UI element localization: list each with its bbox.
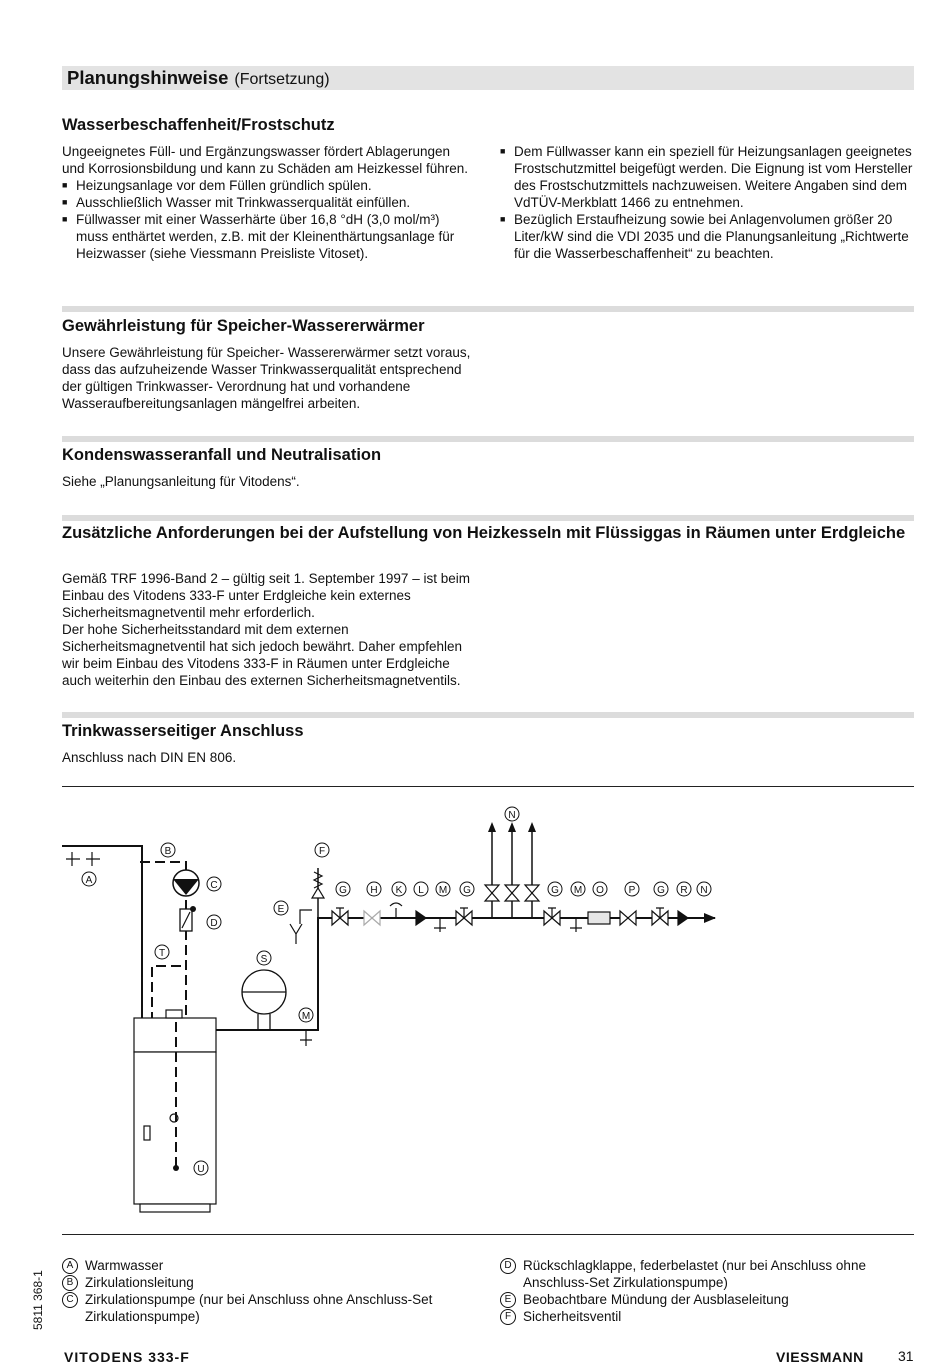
dhw-text: Anschluss nach DIN EN 806. <box>62 750 237 765</box>
section-heading-dhw: Trinkwasserseitiger Anschluss <box>62 722 304 740</box>
section-divider <box>62 712 914 718</box>
legend-item: B Zirkulationsleitung <box>62 1274 472 1291</box>
diagram-label: U <box>197 1164 205 1175</box>
document-number: 5811 368-1 <box>31 1270 45 1330</box>
diagram-label: L <box>418 885 424 896</box>
product-name: VITODENS 333-F <box>64 1349 190 1365</box>
diagram-label: F <box>318 846 326 857</box>
diagram-label: B <box>164 846 172 857</box>
legend-top-rule <box>62 1234 914 1235</box>
water-intro: Ungeeignetes Füll- und Ergänzungswasser fördert Ablagerungen und Korrosionsbildung und kann zu Schäden am Heizkessel führen. <box>62 144 469 176</box>
water-bullet: ■ Füllwasser mit einer Wasserhärte über 16,8 °dH (3,0 mol/m³) muss enthärtet werden, z.B. mit der Kleinenthärtungsanlage für Heizwasser (siehe Viessmann Preisliste Vitoset). <box>62 211 474 262</box>
diagram-label: O <box>596 885 604 896</box>
diagram-label: R <box>680 885 688 896</box>
diagram-label: G <box>339 885 347 896</box>
legend-key: C <box>62 1292 78 1308</box>
water-bullet: ■ Dem Füllwasser kann ein speziell für Heizungsanlagen geeignetes Frostschutzmittel beigefügt werden. Die Eignung ist vom Hersteller des Frostschutzmittels nachzuweisen. Weitere Angaben sind dem VdTÜV-Merkblatt 1466 zu entnehmen. <box>500 143 914 211</box>
diagram-label: G <box>657 885 665 896</box>
water-bullet: ■ Ausschließlich Wasser mit Trinkwasserqualität einfüllen. <box>62 194 474 211</box>
diagram-label: T <box>158 948 166 959</box>
legend-key: E <box>500 1292 516 1308</box>
water-bullet: ■ Bezüglich Erstaufheizung sowie bei Anlagenvolumen größer 20 Liter/kW sind die VDI 2035 und die Planungsanleitung „Richtwerte für die Wasserbeschaffenheit“ zu beachten. <box>500 211 914 262</box>
diagram-label: P <box>628 885 636 896</box>
legend-item: F Sicherheitsventil <box>500 1308 914 1325</box>
section-heading-lpg: Zusätzliche Anforderungen bei der Aufstellung von Heizkesseln mit Flüssiggas in Räumen unter Erdgleiche <box>62 524 906 542</box>
diagram-label: G <box>463 885 471 896</box>
legend-key: B <box>62 1275 78 1291</box>
legend-left <box>62 1257 472 1325</box>
legend-item: E Beobachtbare Mündung der Ausblaseleitung <box>500 1291 914 1308</box>
section-heading-water: Wasserbeschaffenheit/Frostschutz <box>62 116 335 134</box>
legend-item: D Rückschlagklappe, federbelastet (nur bei Anschluss ohne Anschluss-Set Zirkulationspumpe) <box>500 1257 914 1291</box>
page-title: Planungshinweise (Fortsetzung) <box>67 67 330 88</box>
diagram-label: G <box>551 885 559 896</box>
diagram-label: M <box>301 1011 311 1022</box>
legend-item: A Warmwasser <box>62 1257 472 1274</box>
section-divider <box>62 515 914 521</box>
section-heading-warranty: Gewährleistung für Speicher-Wassererwärmer <box>62 317 425 335</box>
diagram-label: M <box>438 885 448 896</box>
diagram-label: H <box>370 885 378 896</box>
warranty-text: Unsere Gewährleistung für Speicher- Wassererwärmer setzt voraus, dass das aufzuheizende Wasser Trinkwasserqualität entsprechend der gültigen Trinkwasser- Verordnung hat und vorhandene Wasseraufbereitungsanlagen mängelfrei arbeiten. <box>62 345 471 411</box>
diagram-label: S <box>260 954 268 965</box>
diagram-label: E <box>277 904 285 915</box>
section-divider <box>62 436 914 442</box>
water-left-column <box>62 143 474 262</box>
diagram-label: N <box>508 810 516 821</box>
legend-key: A <box>62 1258 78 1274</box>
diagram-top-rule <box>62 786 914 787</box>
diagram-label: K <box>395 885 403 896</box>
page-subtitle: (Fortsetzung) <box>234 71 330 88</box>
diagram-label: N <box>700 885 708 896</box>
lpg-text <box>62 570 474 689</box>
diagram-label: A <box>85 875 93 886</box>
lpg-paragraph: Der hohe Sicherheitsstandard mit dem externen Sicherheitsmagnetventil hat sich jedoch bewährt. Daher empfehlen wir beim Einbau des Vitodens 333-F in Räumen unter Erdgleiche auch weiterhin den Einbau des externen Sicherheitsmagnetventils. <box>62 622 462 688</box>
page-number: 31 <box>898 1348 914 1364</box>
section-divider <box>62 306 914 312</box>
legend-item: C Zirkulationspumpe (nur bei Anschluss ohne Anschluss-Set Zirkulationspumpe) <box>62 1291 472 1325</box>
diagram-label: M <box>573 885 583 896</box>
legend-right <box>500 1257 914 1325</box>
legend-key: F <box>500 1309 516 1325</box>
legend-key: D <box>500 1258 516 1274</box>
lpg-paragraph: Gemäß TRF 1996-Band 2 – gültig seit 1. September 1997 – ist beim Einbau des Vitodens 333-F unter Erdgleiche kein externes Sicherheitsmagnetventil mehr erforderlich. <box>62 571 470 620</box>
diagram-label: D <box>210 918 218 929</box>
water-right-column <box>500 143 914 262</box>
brand-logo: VIESSMANN <box>776 1349 864 1365</box>
dhw-connection-diagram <box>0 790 950 1230</box>
condensate-text: Siehe „Planungsanleitung für Vitodens“. <box>62 474 300 489</box>
section-heading-condensate: Kondenswasseranfall und Neutralisation <box>62 446 382 464</box>
water-bullet: ■ Heizungsanlage vor dem Füllen gründlich spülen. <box>62 177 474 194</box>
diagram-label: C <box>210 880 218 891</box>
